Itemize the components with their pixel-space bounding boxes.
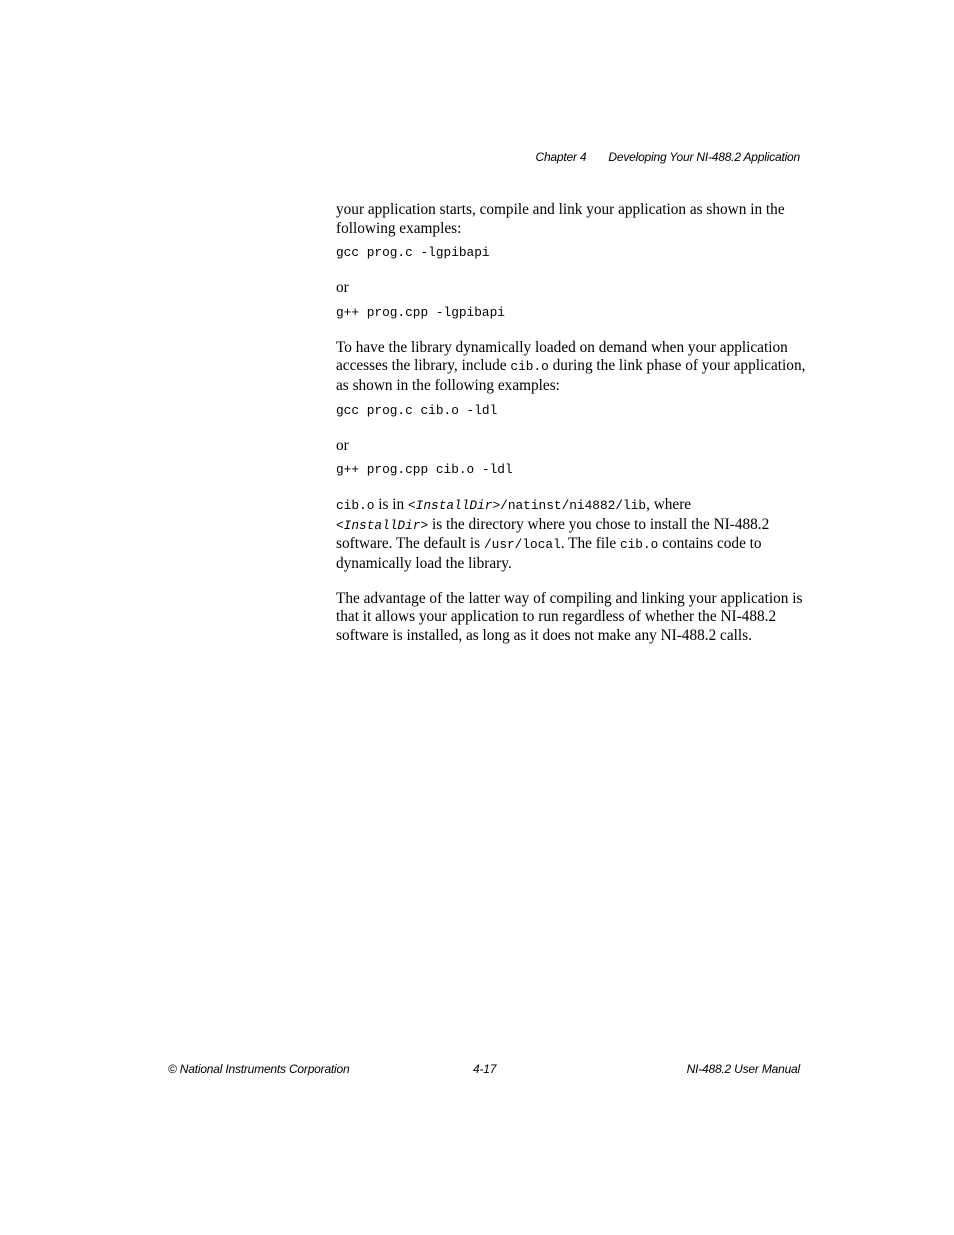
cib-location-paragraph: cib.o is in <InstallDir>/natinst/ni4882/lib, where <InstallDir> is the directory where you chose to install the NI-488.2 software. The default is /usr/local. The file cib.o contains code to dynamically load the library. bbox=[336, 496, 770, 572]
page-body bbox=[336, 201, 808, 645]
dynamic-loading-paragraph: To have the library dynamically loaded on demand when your application accesses the library, include cib.o during the link phase of your application, as shown in the following examples: bbox=[336, 338, 806, 394]
running-header bbox=[535, 150, 800, 164]
manual-title: NI-488.2 User Manual bbox=[686, 1062, 800, 1076]
inline-code-italic: <InstallDir> bbox=[336, 517, 429, 533]
code-example-gcc: gcc prog.c -lgpibapi bbox=[336, 245, 490, 261]
inline-code: cib.o bbox=[336, 498, 375, 514]
inline-code: /usr/local bbox=[483, 537, 561, 553]
intro-paragraph: your application starts, compile and link your application as shown in the following examples: bbox=[336, 201, 785, 237]
section-title: Developing Your NI-488.2 Application bbox=[608, 150, 800, 164]
code-example-gpp-ldl: g++ prog.cpp cib.o -ldl bbox=[336, 462, 513, 478]
inline-code: cib.o bbox=[510, 359, 549, 375]
or-text: or bbox=[336, 279, 349, 297]
inline-code: cib.o bbox=[619, 537, 659, 553]
or-text: or bbox=[336, 436, 349, 454]
copyright: © National Instruments Corporation bbox=[168, 1062, 350, 1076]
page-number: 4-17 bbox=[473, 1062, 497, 1076]
inline-code-italic: <InstallDir> bbox=[407, 498, 501, 514]
code-example-gpp: g++ prog.cpp -lgpibapi bbox=[336, 304, 505, 320]
code-example-gcc-ldl: gcc prog.c cib.o -ldl bbox=[336, 402, 498, 418]
chapter-label: Chapter 4 bbox=[535, 150, 587, 164]
inline-code: /natinst/ni4882/lib bbox=[500, 498, 647, 514]
advantage-paragraph: The advantage of the latter way of compiling and linking your application is that it allows your application to run regardless of whether the NI-488.2 software is installed, as long as it does not make any NI-488.2 calls. bbox=[336, 589, 803, 644]
